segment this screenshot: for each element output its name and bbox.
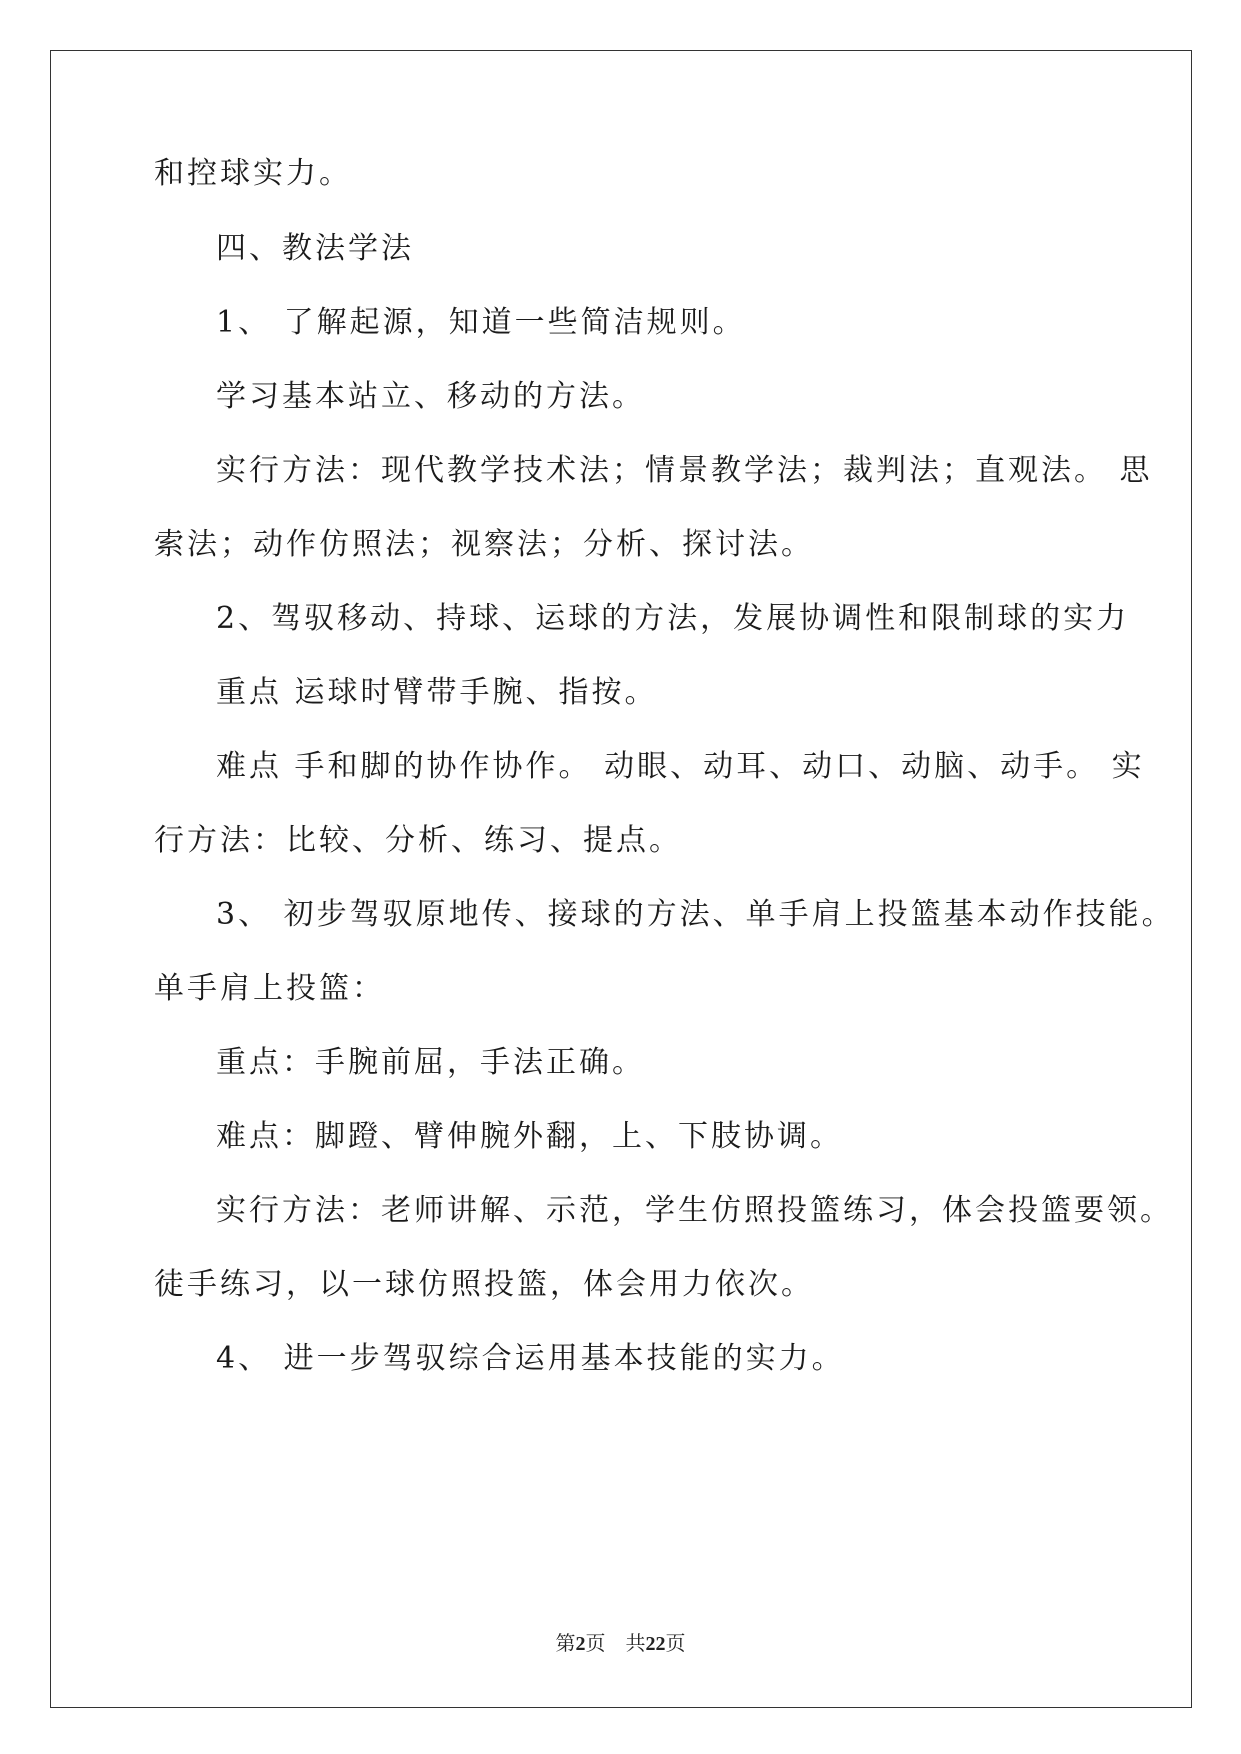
total-pages-number: 22: [645, 1633, 666, 1655]
text-line-1: 和控球实力。: [154, 156, 352, 191]
text-line-11: 3、 初步驾驭原地传、接球的方法、单手肩上投篮基本动作技能。: [216, 897, 1175, 932]
text-line-5: 实行方法：现代教学技术法；情景教学法；裁判法；直观法。 思: [216, 453, 1153, 488]
page-border: [50, 50, 1192, 1708]
page-footer: [0, 1631, 1241, 1657]
text-line-10: 行方法：比较、分析、练习、提点。: [154, 823, 682, 858]
text-line-8: 重点 运球时臂带手腕、指按。: [216, 675, 658, 710]
text-line-16: 徒手练习，以一球仿照投篮，体会用力依次。: [154, 1267, 814, 1302]
text-line-4: 学习基本站立、移动的方法。: [216, 379, 645, 414]
text-line-7: 2、驾驭移动、持球、运球的方法，发展协调性和限制球的实力: [216, 601, 1130, 636]
text-line-14: 难点：脚蹬、臂伸腕外翻，上、下肢协调。: [216, 1119, 843, 1154]
text-line-3: 1、 了解起源，知道一些简洁规则。: [216, 305, 746, 340]
footer-total-prefix: 共: [625, 1633, 646, 1655]
text-line-17: 4、 进一步驾驭综合运用基本技能的实力。: [216, 1341, 845, 1376]
current-page-number: 2: [575, 1633, 586, 1655]
footer-total-suffix: 页: [665, 1633, 686, 1655]
footer-prefix: 第: [555, 1633, 576, 1655]
section-heading: 四、教法学法: [216, 231, 414, 266]
text-line-13: 重点：手腕前屈，手法正确。: [216, 1045, 645, 1080]
text-line-15: 实行方法：老师讲解、示范，学生仿照投篮练习，体会投篮要领。: [216, 1193, 1173, 1228]
text-line-12: 单手肩上投篮：: [154, 971, 385, 1006]
footer-page-word: 页: [585, 1633, 606, 1655]
text-line-9: 难点 手和脚的协作协作。 动眼、动耳、动口、动脑、动手。 实: [216, 749, 1145, 784]
text-line-6: 索法；动作仿照法；视察法；分析、探讨法。: [154, 527, 814, 562]
